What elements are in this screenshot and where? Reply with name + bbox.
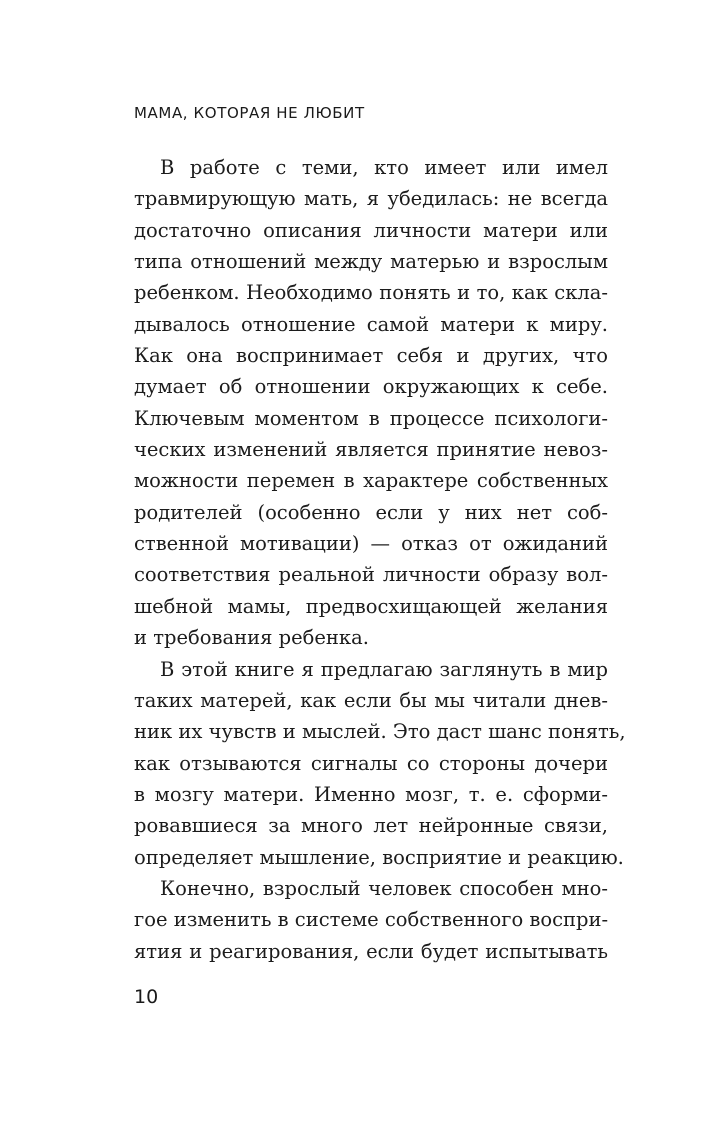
text-line: шебной мамы, предвосхищающей желания bbox=[134, 594, 608, 618]
text-line: гое изменить в системе собственного воспри- bbox=[134, 908, 609, 932]
body-text bbox=[134, 152, 626, 967]
text-line: в мозгу матери. Именно мозг, т. е. сформи- bbox=[134, 782, 608, 806]
text-line: В этой книге я предлагаю заглянуть в мир bbox=[160, 657, 608, 681]
text-line: ческих изменений является принятие невоз- bbox=[134, 438, 608, 462]
text-line: таких матерей, как если бы мы читали днев- bbox=[134, 688, 608, 712]
text-line: ственной мотивации) — отказ от ожиданий bbox=[134, 532, 608, 556]
text-line: ребенком. Необходимо понять и то, как скла- bbox=[134, 281, 608, 305]
text-line: как отзываются сигналы со стороны дочери bbox=[134, 751, 608, 775]
text-line: дывалось отношение самой матери к миру. bbox=[134, 312, 608, 336]
text-line: думает об отношении окружающих к себе. bbox=[134, 375, 608, 399]
text-line: родителей (особенно если у них нет соб- bbox=[134, 500, 608, 524]
text-line: Конечно, взрослый человек способен мно- bbox=[160, 876, 608, 900]
text-line: Ключевым моментом в процессе психологи- bbox=[134, 406, 608, 430]
text-line: достаточно описания личности матери или bbox=[134, 218, 608, 242]
text-line: и требования ребенка. bbox=[134, 626, 369, 650]
page-number: 10 bbox=[134, 986, 159, 1008]
text-line: травмирующую мать, я убедилась: не всегда bbox=[134, 187, 608, 211]
text-line: Как она воспринимает себя и других, что bbox=[134, 344, 608, 368]
text-line: типа отношений между матерью и взрослым bbox=[134, 250, 608, 274]
text-line: соответствия реальной личности образу вол- bbox=[134, 563, 608, 587]
text-line: ровавшиеся за много лет нейронные связи, bbox=[134, 814, 608, 838]
running-head: МАМА, КОТОРАЯ НЕ ЛЮБИТ bbox=[134, 104, 365, 122]
text-line: ятия и реагирования, если будет испытывать bbox=[134, 939, 608, 963]
text-line: определяет мышление, восприятие и реакцию. bbox=[134, 845, 624, 869]
text-line: можности перемен в характере собственных bbox=[134, 469, 608, 493]
text-line: ник их чувств и мыслей. Это даст шанс понять, bbox=[134, 720, 626, 744]
text-line: В работе с теми, кто имеет или имел bbox=[160, 156, 608, 179]
